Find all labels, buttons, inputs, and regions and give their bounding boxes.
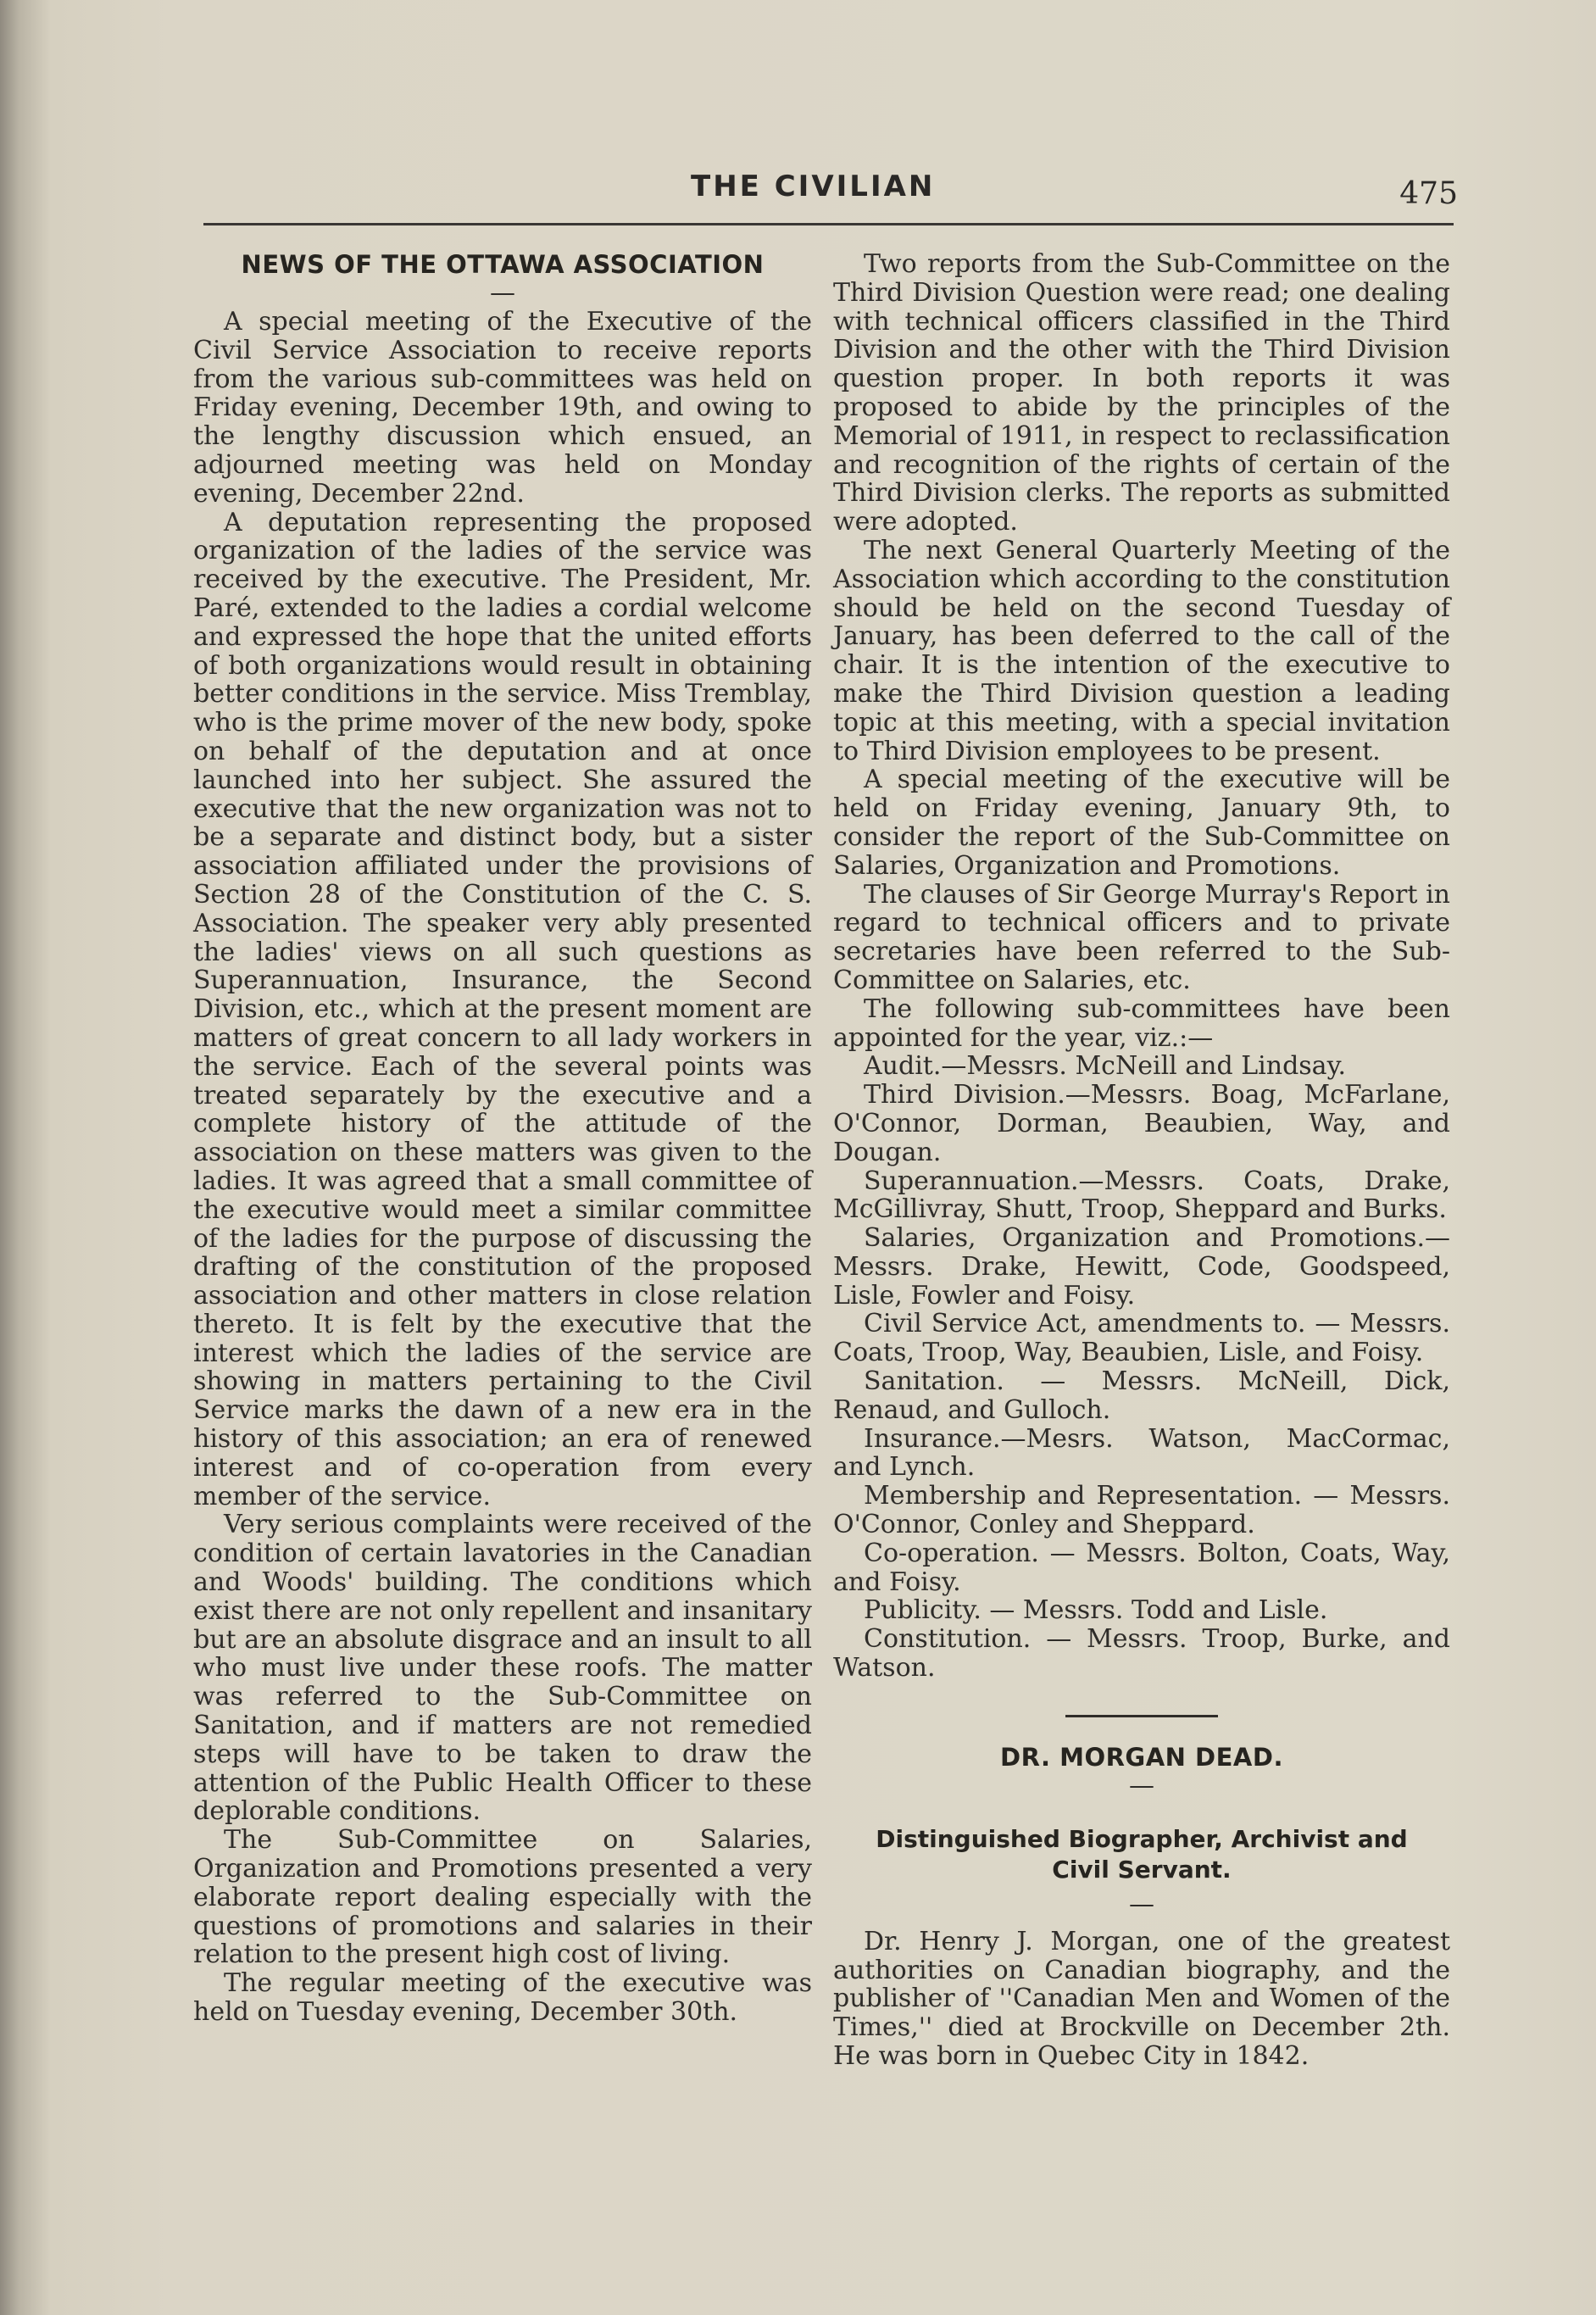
paragraph: The clauses of Sir George Murray's Report in regard to technical officers and to private secretaries have been referred to the Sub-Committee on Salaries, etc. <box>833 879 1450 995</box>
paragraph: A deputation representing the proposed organization of the ladies of the service was received by the executive. The President, Mr. Paré, extended to the ladies a cordial welcome and expressed the hope that the united efforts of both organizations would result in obtaining better conditions in the service. Miss Tremblay, who is the prime mover of the new body, spoke on behalf of the deputation and at once launched into her subject. She assured the executive that the new organization was not to be a separate and distinct body, but a sister association affiliated under the provisions of Section 28 of the Constitution of the C. S. Association. The speaker very ably presented the ladies' views on all such questions as Superannuation, Insurance, the Second Division, etc., which at the present moment are matters of great concern to all lady workers in the service. Each of the several points was treated separately by the executive and a complete history of the attitude of the association on these matters was given to the ladies. It was agreed that a small committee of the executive would meet a similar committee of the ladies for the purpose of discussing the drafting of the constitution of the proposed association and other matters in close relation thereto. It is felt by the executive that the interest which the ladies of the service are showing in matters pertaining to the Civil Service marks the dawn of a new era in the history of this association; an era of renewed interest and of co-operation from every member of the service. <box>193 507 812 1511</box>
committee-list <box>833 1052 1450 1683</box>
article-heading-morgan: DR. MORGAN DEAD. <box>1000 1742 1283 1772</box>
running-title: THE CIVILIAN <box>691 170 936 203</box>
committee-entry: Co-operation. — Messrs. Bolton, Coats, Way, and Foisy. <box>833 1538 1450 1597</box>
right-column <box>833 250 1450 2071</box>
committee-entry: Third Division.—Messrs. Boag, McFarlane, O'Connor, Dorman, Beaubien, Way, and Dougan. <box>833 1080 1450 1167</box>
page-number: 475 <box>1399 176 1458 211</box>
page-header <box>229 170 1458 229</box>
committee-entry: Civil Service Act, amendments to. — Messrs. Coats, Troop, Way, Beaubien, Lisle, and Foisy. <box>833 1309 1450 1368</box>
subheading-separator: — <box>1129 1889 1154 1919</box>
paragraph: The Sub-Committee on Salaries, Organization and Promotions presented a very elaborate report dealing especially with the questions of promotions and salaries in their relation to the present high cost of living. <box>193 1825 812 1970</box>
paragraph: The regular meeting of the executive was held on Tuesday evening, December 30th. <box>193 1968 812 2028</box>
committee-entry: Salaries, Organization and Promotions.—Messrs. Drake, Hewitt, Code, Goodspeed, Lisle, Fowler and Foisy. <box>833 1223 1450 1311</box>
paragraph: Two reports from the Sub-Committee on the Third Division Question were read; one dealing with technical officers classified in the Third Division and the other with the Third Division question proper. In both reports it was proposed to abide by the principles of the Memorial of 1911, in respect to reclassification and recognition of the rights of certain of the Third Division clerks. The reports as submitted were adopted. <box>833 249 1450 537</box>
paragraph: Very serious complaints were received of the condition of certain lavatories in the Canadian and Woods' building. The conditions which exist there are not only repellent and insanitary but are an absolute disgrace and an insult to all who must live under these roofs. The matter was referred to the Sub-Committee on Sanitation, and if matters are not remedied steps will have to be taken to draw the attention of the Public Health Officer to these deplorable conditions. <box>193 1510 812 1827</box>
committee-entry: Insurance.—Mesrs. Watson, MacCormac, and Lynch. <box>833 1423 1450 1483</box>
left-column <box>193 250 812 2027</box>
committee-entry: Superannuation.—Messrs. Coats, Drake, McGillivray, Shutt, Troop, Sheppard and Burks. <box>833 1166 1450 1225</box>
heading-separator: — <box>1129 1770 1154 1800</box>
paragraph: A special meeting of the executive will be held on Friday evening, January 9th, to consider the report of the Sub-Committee on Salaries, Organization and Promotions. <box>833 765 1450 881</box>
committee-entry: Constitution. — Messrs. Troop, Burke, and Watson. <box>833 1624 1450 1683</box>
committee-entry: Publicity. — Messrs. Todd and Lisle. <box>864 1595 1328 1626</box>
committee-entry: Membership and Representation. — Messrs. O'Connor, Conley and Sheppard. <box>833 1481 1450 1540</box>
heading-separator: — <box>490 278 515 308</box>
header-rule <box>203 223 1454 225</box>
committee-entry: Audit.—Messrs. McNeill and Lindsay. <box>864 1051 1347 1082</box>
committee-entry: Sanitation. — Messrs. McNeill, Dick, Renaud, and Gulloch. <box>833 1366 1450 1425</box>
article-subheading: Distinguished Biographer, Archivist and Civil Servant. <box>876 1824 1408 1884</box>
paragraph: Dr. Henry J. Morgan, one of the greatest authorities on Canadian biography, and the publisher of ''Canadian Men and Women of the Times,'' died at Brockville on December 2th. He was born in Quebec City in 1842. <box>833 1926 1450 2072</box>
paragraph: The next General Quarterly Meeting of the Association which according to the constitution should be held on the second Tuesday of January, has been deferred to the call of the chair. It is the intention of the executive to make the Third Division question a leading topic at this meeting, with a special invitation to Third Division employees to be present. <box>833 535 1450 766</box>
paragraph: A special meeting of the Executive of the Civil Service Association to receive reports from the various sub-committees was held on Friday evening, December 19th, and owing to the lengthy discussion which ensued, an adjourned meeting was held on Monday evening, December 22nd. <box>193 307 812 509</box>
article-heading-ottawa: NEWS OF THE OTTAWA ASSOCIATION <box>241 250 765 279</box>
paragraph: The following sub-committees have been appointed for the year, viz.:— <box>833 993 1450 1053</box>
article-divider <box>1065 1715 1218 1717</box>
